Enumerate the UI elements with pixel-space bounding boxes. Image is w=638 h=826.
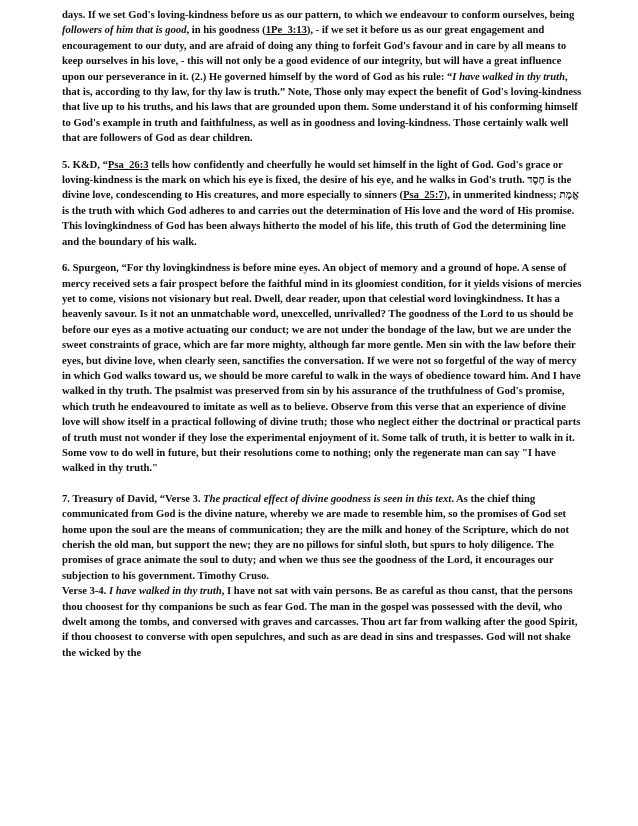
paragraph-treasury-of-david	[62, 492, 584, 584]
text-run: ), in unmerited kindness;	[443, 190, 560, 202]
italic-text: I have walked in thy truth	[108, 586, 222, 598]
text-run: 5. K&D, “	[62, 159, 108, 171]
text-run: 7. Treasury of David, “Verse 3.	[62, 493, 204, 505]
paragraph-keil-delitzsch	[62, 158, 584, 250]
text-run: אֱמֶת	[559, 190, 579, 202]
italic-text: followers of him that is good	[62, 25, 187, 37]
text-run: is the truth with which God adheres to and carries out the determination of His love and the word of His promise. This lovingkindness of God has been always hitherto the model of his life, this truth of God the determining line and the boundary of his walk.	[62, 205, 575, 248]
text-run: ), - if we set it before us as our great engagement and encouragement to our duty, and are afraid of doing any thing to forfeit God's favour and in care by all means to keep ourselves in his love, - this will not only be a good evidence of our integrity, but will have a great influence upon our perseverance in it. (2.) He governed himself by the word of God as his rule: “	[62, 25, 567, 83]
text-run: , that is, according to thy law, for thy law is truth.” Note, Those only may expect the benefit of God's loving-kindness that live up to his truths, and his laws that are grounded upon them. Some understand it of his conforming himself to God's example in truth and faithfulness, as well as in goodness and loving-kindness. Those certainly walk well that are followers of God as dear children.	[62, 71, 582, 145]
scripture-reference-link[interactable]: Psa_25:7	[403, 190, 444, 202]
text-run: , I have not sat with vain persons. Be as careful as thou canst, that the persons thou choosest for thy companions be such as fear God. The man in the gospel was possessed with the devil, who dwelt among the tombs, and conversed with graves and carcasses. Thou art far from walking after the good Spirit, if thou choosest to converse with open sepulchres, and such as are dead in sins and trespasses. God will not shake the wicked by the	[62, 586, 578, 659]
scripture-reference-link[interactable]: Psa_26:3	[107, 159, 149, 171]
text-run: . As the chief thing communicated from God is the divine nature, whereby we are made to resemble him, so the promises of God set home upon the soul are the means of communication; they are the milk and honey of the Scripture, which do not cherish the old man, but support the new; they are no pillows for sinful sloth, but spurs to holy diligence. The promises of grace animate the soul to duty; and when we thus see the goodness of the Lord, it encourages our subjection to his government. Timothy Cruso.	[62, 493, 570, 582]
text-run: , in his goodness (	[186, 25, 266, 37]
text-run: 6. Spurgeon, “For thy lovingkindness is before mine eyes. An object of memory and a ground of hope. A sense of mercy received sets a fair prospect before the faithful mind in its gloomiest condition, for it yields visions of mercies yet to come, visions not visionary but real. Dwell, dear reader, upon that celestial word lovingkindness. It has a heavenly savour. Is it not an unmatchable word, unexcelled, unrivalled? The goodness of the Lord to us should be before our eyes as a motive actuating our conduct; we are not under the bondage of the law, but we are under the sweet constraints of grace, which are far more mighty, although far more gentle. Men sin with the law before their eyes, but divine love, when clearly seen, sanctifies the conversation. If we were not so forgetful of the way of mercy in which God walks toward us, we should be more careful to walk in the ways of obedience toward him. And I have walked in thy truth. The psalmist was preserved from sin by his assurance of the truthfulness of God's promise, which truth he endeavoured to imitate as well as to believe. Observe from this verse that an experience of divine love will show itself in a practical following of divine truth; those who neglect either the doctrinal or practical parts of truth must not wonder if they lose the experimental enjoyment of it. Some talk of truth, it is better to walk in it. Some vow to do well in future, but their resolutions come to nothing; only the regenerate man can say "I have walked in thy truth."	[62, 263, 582, 475]
scripture-reference-link[interactable]: 1Pe_3:13	[265, 25, 307, 37]
text-run: is the divine love, condescending to His creatures, and more especially to sinners (	[62, 175, 572, 202]
paragraph-verse-3-4	[62, 584, 584, 661]
text-run: days. If we set God's loving-kindness before us as our pattern, to which we endeavour to conform ourselves, being	[62, 10, 575, 21]
paragraph-spurgeon	[62, 261, 584, 477]
text-run: Verse 3-4.	[62, 586, 109, 598]
italic-text: I have walked in thy truth	[452, 71, 566, 83]
document-page	[62, 0, 584, 661]
text-run: חֶסֶד	[527, 175, 545, 187]
text-run: tells how confidently and cheerfully he would set himself in the light of God. God's grace or loving-kindness is the mark on which his eye is fixed, the desire of his eye, and he walks in God's truth.	[62, 159, 563, 187]
italic-text: The practical effect of divine goodness is seen in this text	[203, 493, 452, 505]
paragraph-continuation	[62, 8, 584, 147]
